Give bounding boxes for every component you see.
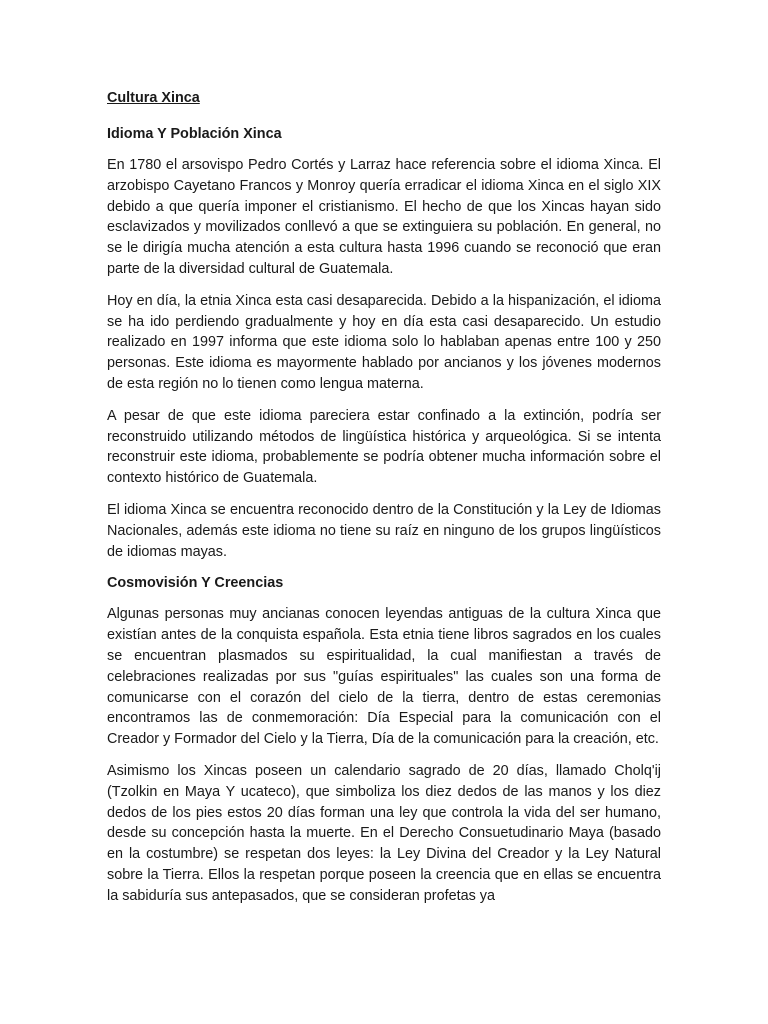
document-page	[107, 88, 661, 918]
section-heading-cosmovision: Cosmovisión Y Creencias	[107, 575, 284, 592]
section-heading-idioma: Idioma Y Población Xinca	[107, 126, 282, 142]
paragraph: A pesar de que este idioma pareciera estar confinado a la extinción, podría ser reconstruido utilizando métodos de lingüística histórica y arqueológica. Si se intenta reconstruir este idioma, probablemente se podría obtener mucha información sobre el contexto histórico de Guatemala.	[107, 407, 661, 487]
paragraph: Algunas personas muy ancianas conocen leyendas antiguas de la cultura Xinca que existían antes de la conquista española. Esta etnia tiene libros sagrados en los cuales se encuentran plasmados su espiritualidad, la cual manifiestan a través de celebraciones realizadas por sus "guías espirituales" las cuales son una forma de comunicarse con el corazón del cielo de la tierra, dentro de estas ceremonias encontramos las de conmemoración: Día Especial para la comunicación con el Creador y Formador del Cielo y la Tierra, Día de la comunicación para la creación, etc.	[107, 606, 661, 748]
paragraph: Asimismo los Xincas poseen un calendario sagrado de 20 días, llamado Cholq'ij (Tzolkin en Maya Y ucateco), que simboliza los diez dedos de las manos y los diez dedos de los pies estos 20 días forman una ley que controla la vida del ser humano, desde su concepción hasta la muerte. En el Derecho Consuetudinario Maya (basado en la costumbre) se respetan dos leyes: la Ley Divina del Creador y la Ley Natural sobre la Tierra. Ellos la respetan porque poseen la creencia que en ellas se encuentra la sabiduría sus antepasados, que se consideran profetas ya	[107, 762, 661, 904]
paragraph: En 1780 el arsovispo Pedro Cortés y Larraz hace referencia sobre el idioma Xinca. El arzobispo Cayetano Francos y Monroy quería erradicar el idioma Xinca en el siglo XIX debido a que quería imponer el cristianismo. El hecho de que los Xincas hayan sido esclavizados y movilizados conllevó a que se extinguiera su población. En general, no se le dirigía mucha atención a esta cultura hasta 1996 cuando se reconoció que eran parte de la diversidad cultural de Guatemala.	[107, 157, 661, 277]
paragraph: El idioma Xinca se encuentra reconocido dentro de la Constitución y la Ley de Idiomas Nacionales, además este idioma no tiene su raíz en ninguno de los grupos lingüísticos de idiomas mayas.	[107, 501, 661, 560]
document-title: Cultura Xinca	[107, 90, 200, 106]
paragraph: Hoy en día, la etnia Xinca esta casi desaparecida. Debido a la hispanización, el idioma se ha ido perdiendo gradualmente y hoy en día esta casi desaparecido. Un estudio realizado en 1997 informa que este idioma solo lo hablaban apenas entre 100 y 250 personas. Este idioma es mayormente hablado por ancianos y los jóvenes modernos de esta región no lo tienen como lengua materna.	[107, 292, 661, 392]
